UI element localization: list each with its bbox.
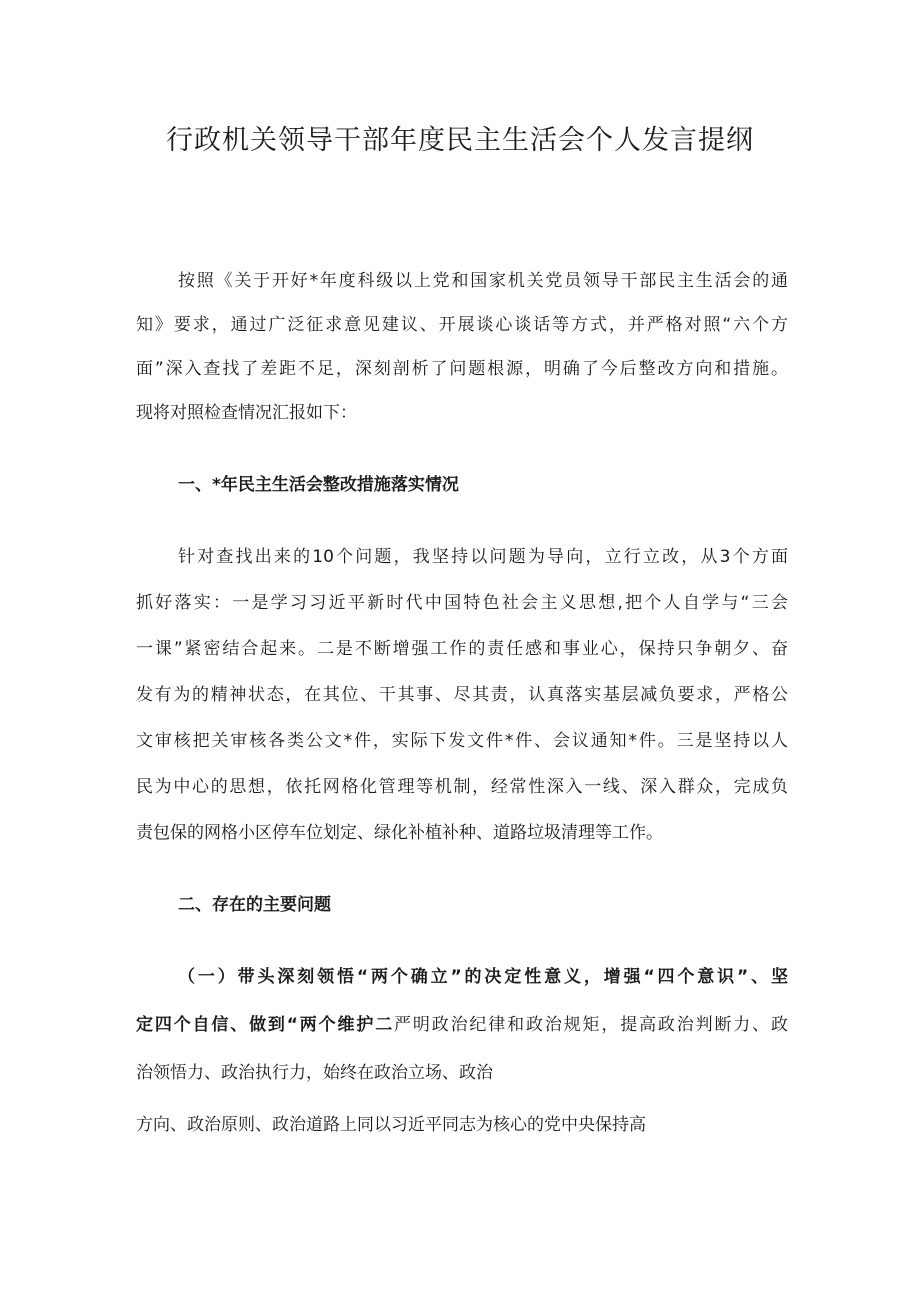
section-1-line-4: 发有为的精神状态，在其位、干其事、尽其责，认真落实基层减负要求，严格公 [136, 685, 788, 705]
intro-line-3: 面”深入查找了差距不足，深刻剖析了问题根源，明确了今后整改方向和措施。 [136, 359, 788, 379]
section-1-line-6: 民为中心的思想，依托网格化管理等机制，经常性深入一线、深入群众，完成负 [136, 777, 788, 797]
section-1-line-3: 一课”紧密结合起来。二是不断增强工作的责任感和事业心，保持只争朝夕、奋 [136, 639, 788, 659]
intro-line-1: 按照《关于开好*年度科级以上党和国家机关党员领导干部民主生活会的通 [178, 271, 788, 291]
section-2-sub-1-line-2 [136, 1010, 788, 1035]
section-2-sub-1-line-1: （一）带头深刻领悟“两个确立”的决定性意义，增强“四个意识”、坚 [178, 967, 788, 987]
section-1-line-5: 文审核把关审核各类公文*件，实际下发文件*件、会议通知*件。三是坚持以人 [136, 731, 788, 751]
section-1-line-7: 责包保的网格小区停车位划定、绿化补植补种、道路垃圾清理等工作。 [136, 823, 663, 843]
section-2-sub-1-line-3: 治领悟力、政治执行力，始终在政治立场、政治 [136, 1063, 493, 1083]
section-2-sub-1-line-4: 方向、政治原则、政治道路上同以习近平同志为核心的党中央保持高 [136, 1115, 646, 1135]
section-2-heading: 二、存在的主要问题 [178, 895, 331, 915]
section-1-line-1: 针对查找出来的10个问题，我坚持以问题为导向，立行立改，从3个方面 [178, 547, 788, 567]
section-2-sub-1-line-2-rest: 严明政治纪律和政治规矩，提高政治判断力、政 [394, 1015, 788, 1035]
section-1-heading: 一、*年民主生活会整改措施落实情况 [178, 475, 459, 495]
section-1-line-2: 抓好落实：一是学习习近平新时代中国特色社会主义思想,把个人自学与“三会 [136, 593, 788, 613]
document-title: 行政机关领导干部年度民主生活会个人发言提纲 [166, 125, 754, 156]
section-2-sub-1-line-2-bold: 定四个自信、做到“两个维护二 [136, 1015, 395, 1035]
intro-line-4: 现将对照检查情况汇报如下： [136, 403, 357, 423]
intro-line-2: 知》要求，通过广泛征求意见建议、开展谈心谈话等方式，并严格对照“六个方 [136, 315, 788, 335]
